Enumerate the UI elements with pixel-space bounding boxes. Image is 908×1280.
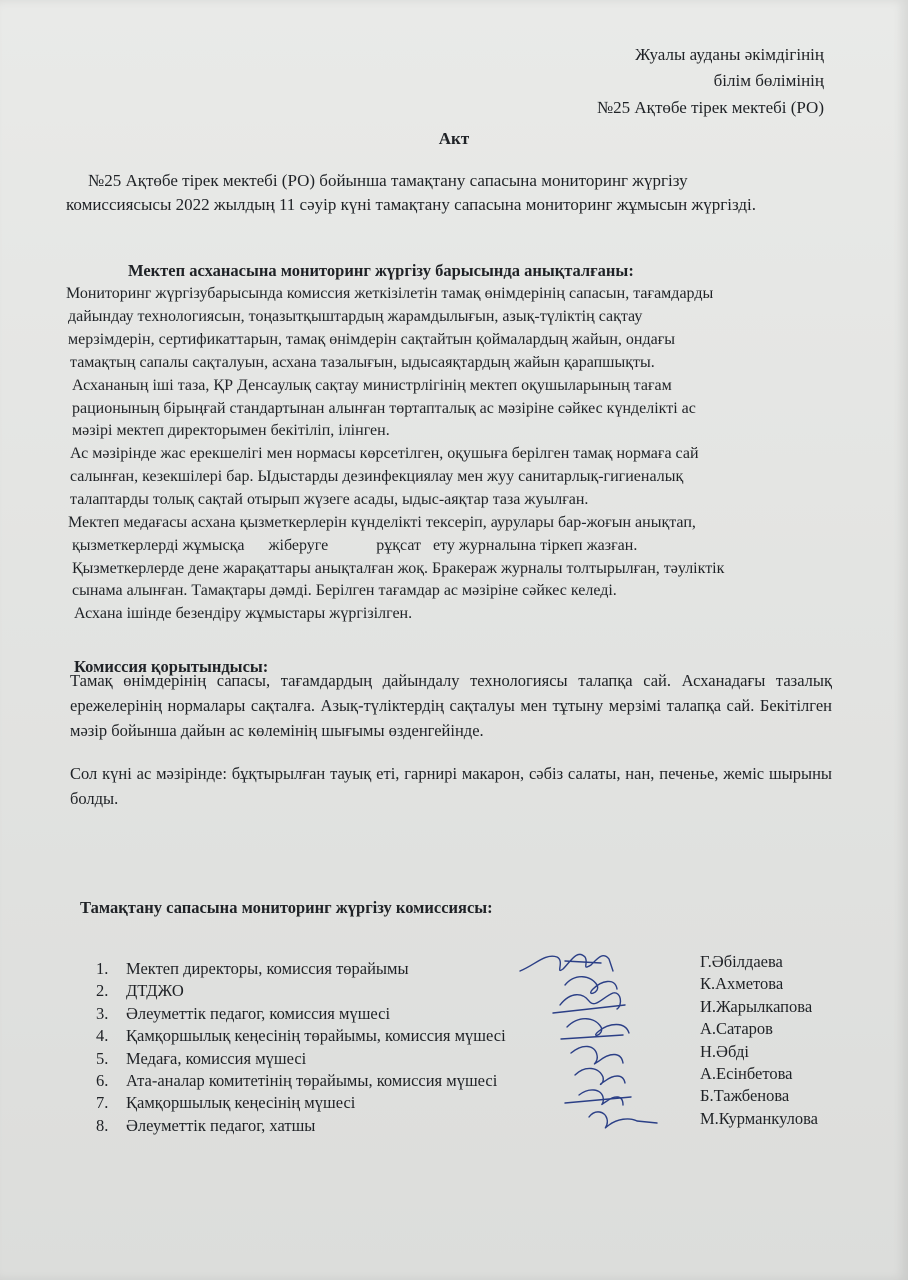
signatures-image — [505, 935, 695, 1145]
member-name: К.Ахметова — [700, 974, 784, 994]
member-role: Әлеуметтік педагог, хатшы — [126, 1115, 316, 1135]
findings-line: Асхананың іші таза, ҚР Денсаулық сақтау министрлігінің мектеп оқушыларының тағам — [72, 377, 672, 394]
document-title: Акт — [438, 129, 470, 148]
list-item: 4. Қамқоршылық кеңесінің төрайымы, комиссия мүшесі — [96, 1026, 506, 1046]
member-name: Г.Әбілдаева — [700, 952, 783, 971]
list-item: 6. Ата-аналар комитетінің төрайымы, комиссия мүшесі — [96, 1070, 498, 1090]
member-name: Н.Әбді — [700, 1041, 749, 1061]
conclusion-heading: Комиссия қорытындысы: — [74, 657, 269, 676]
list-item: 2. ДТДЖО — [96, 981, 184, 1001]
findings-heading: Мектеп асханасына мониторинг жүргізу барысында анықталғаны: — [128, 261, 634, 280]
member-name: А.Сатаров — [700, 1019, 773, 1039]
member-name: А.Есінбетова — [700, 1063, 793, 1083]
member-name: М.Курманкулова — [700, 1108, 818, 1128]
findings-line: сынама алынған. Тамақтары дәмді. Берілген тағамдар ас мәзіріне сәйкес келеді. — [72, 582, 617, 599]
list-item: 8. Әлеуметтік педагог, хатшы — [96, 1115, 316, 1135]
intro-line-2: комиссиясысы 2022 жылдың 11 сәуір күні тамақтану сапасына мониторинг жұмысын жүргізді. — [66, 195, 756, 214]
conclusion-paragraph-2: Сол күні ас мәзірінде: бұқтырылған тауық еті, гарнирі макарон, сәбіз салаты, нан, печенье, жеміс шырыны болды. — [70, 764, 832, 808]
findings-line: қызметкерлерді жұмысқа жіберуге рұқсат ету журналына тіркеп жазған. — [72, 537, 638, 554]
findings-line: Қызметкерлерде дене жарақаттары анықталған жоқ. Бракераж журналы толтырылған, тәуліктік — [72, 560, 725, 577]
member-role: Медаға, комиссия мүшесі — [126, 1048, 307, 1068]
findings-line: Мектеп медағасы асхана қызметкерлерін күнделікті тексеріп, аурулары бар-жоғын анықтап, — [68, 514, 696, 531]
findings-line: Асхана ішінде безендіру жұмыстары жүргізілген. — [74, 605, 413, 622]
commission-names-list — [700, 951, 818, 1130]
list-item: 7. Қамқоршылық кеңесінің мүшесі — [96, 1093, 356, 1113]
findings-line: салынған, кезекшілері бар. Ыдыстарды дезинфекциялау мен жуу санитарлық-гигиеналық — [70, 468, 684, 485]
findings-line: мәзірі мектеп директорымен бекітіліп, ілінген. — [72, 422, 390, 439]
member-role: Ата-аналар комитетінің төрайымы, комиссия мүшесі — [126, 1070, 498, 1090]
address-line-3: №25 Ақтөбе тірек мектебі (РО) — [596, 98, 824, 117]
member-role: ДТДЖО — [126, 981, 184, 1001]
list-item: 3. Әлеуметтік педагог, комиссия мүшесі — [96, 1003, 391, 1023]
findings-line: талаптарды толық сақтай отырып жүзеге асады, ыдыс-аяқтар таза жуылған. — [70, 491, 589, 508]
findings-line: Ас мәзірінде жас ерекшелігі мен нормасы көрсетілген, оқушыға берілген тамақ нормаға сай — [70, 445, 699, 462]
findings-line: мерзімдерін, сертификаттарын, тамақ өнімдерін сақтайтын қоймалардың жайын, ондағы — [68, 331, 676, 348]
findings-line: рационының бірыңғай стандартынан алынған төртапталық ас мәзіріне сәйкес күнделікті ас — [72, 400, 696, 417]
member-name: И.Жарылкапова — [700, 996, 813, 1016]
address-line-2: білім бөлімінің — [713, 71, 824, 90]
findings-line: Мониторинг жүргізубарысында комиссия жеткізілетін тамақ өнімдерінің сапасын, тағамдарды — [66, 285, 714, 302]
findings-line: дайындау технологиясын, тоңазытқыштардың жарамдылығын, азық-түліктің сақтау — [68, 308, 643, 325]
list-item: 5. Медаға, комиссия мүшесі — [96, 1048, 307, 1068]
member-role: Қамқоршылық кеңесінің мүшесі — [126, 1093, 356, 1113]
member-role: Әлеуметтік педагог, комиссия мүшесі — [126, 1003, 391, 1023]
member-role: Мектеп директоры, комиссия төрайымы — [126, 959, 409, 978]
list-item: 1. Мектеп директоры, комиссия төрайымы — [96, 959, 409, 978]
address-line-1: Жуалы ауданы әкімдігінің — [635, 45, 824, 64]
conclusion-paragraph-1: Тамақ өнімдерінің сапасы, тағамдардың дайындалу технологиясы талапқа сай. Асханадағы тазалық ережелерінің нормалары сақталға. Азық-түліктердің сақталуы мен тұтыну мерзімі талапқа сай. Бекітілген мәзір бойынша дайын ас көлемінің шығымы өзденгейінде. — [70, 671, 832, 740]
member-role: Қамқоршылық кеңесінің төрайымы, комиссия мүшесі — [126, 1026, 506, 1046]
commission-roles-list — [96, 958, 506, 1137]
intro-line-1: №25 Ақтөбе тірек мектебі (РО) бойынша тамақтану сапасына мониторинг жүргізу — [88, 171, 688, 190]
findings-line: тамақтың сапалы сақталуын, асхана тазалығын, ыдысаяқтардың жайын қарапшықты. — [70, 354, 655, 371]
member-name: Б.Тажбенова — [700, 1086, 790, 1106]
commission-heading: Тамақтану сапасына мониторинг жүргізу комиссиясы: — [80, 898, 493, 917]
